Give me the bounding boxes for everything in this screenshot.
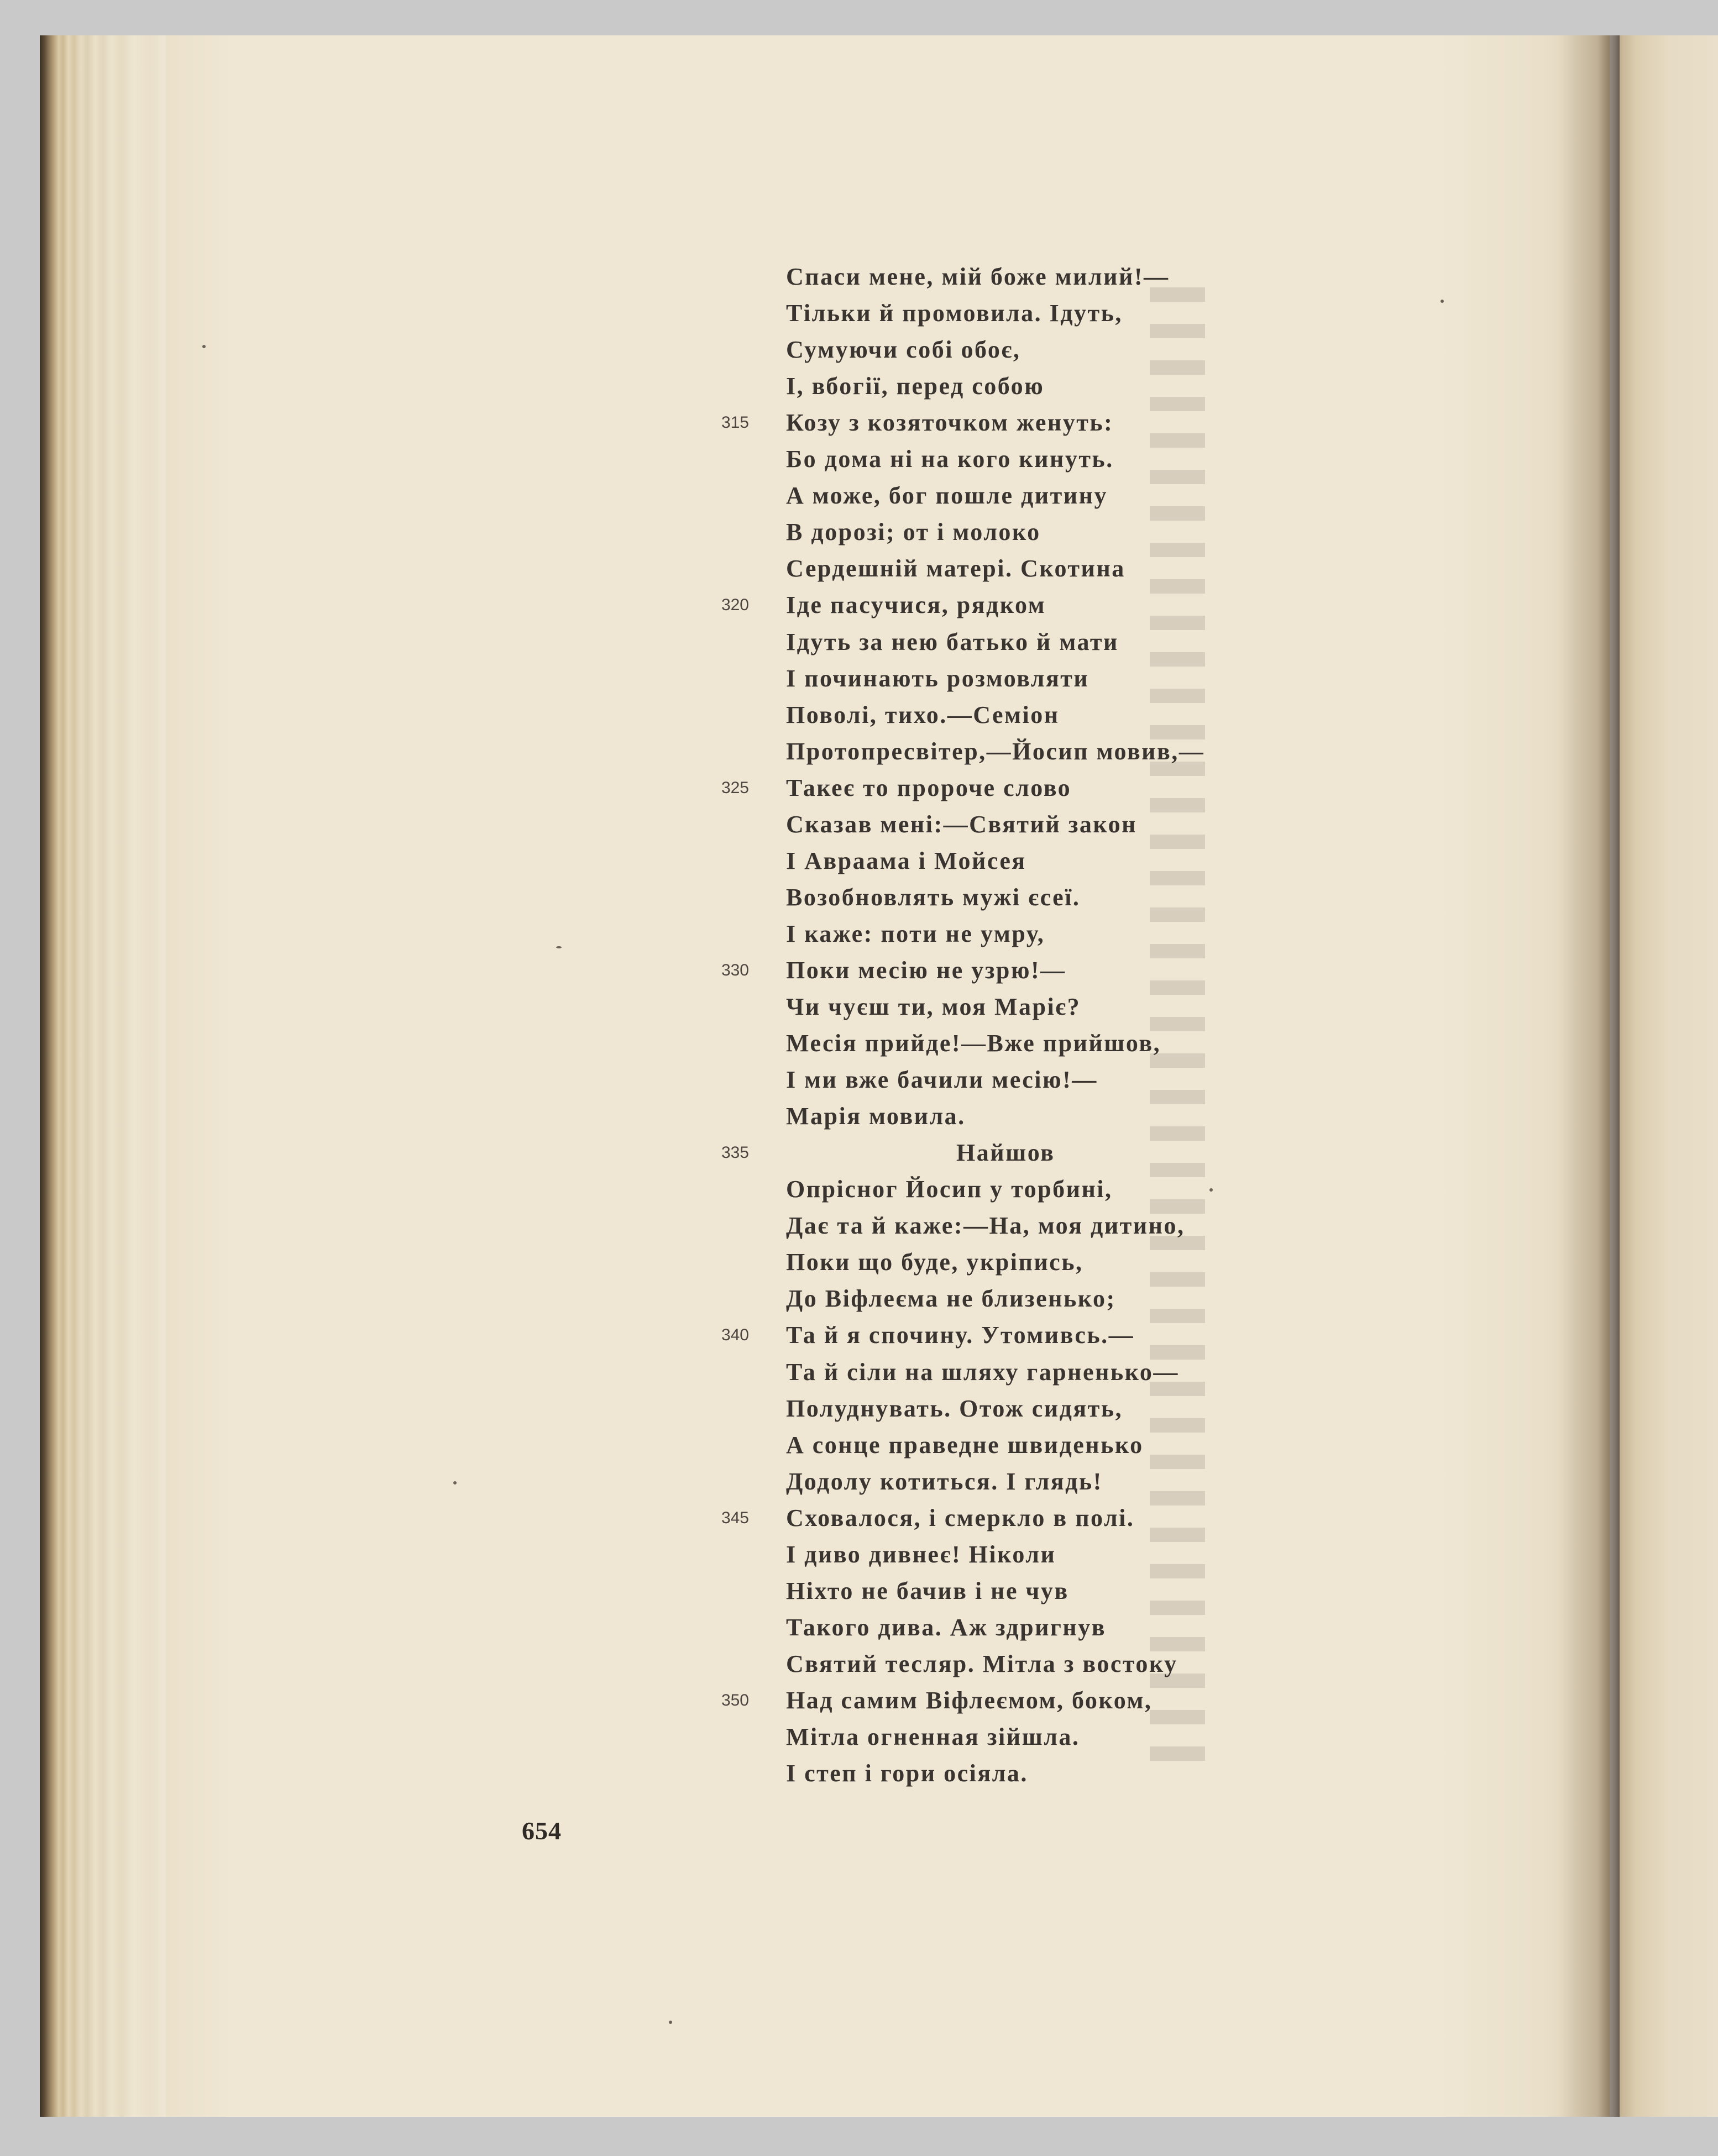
poem-line: Найшов (956, 1139, 1055, 1166)
poem-line: Святий тесляр. Мітла з востоку (786, 1650, 1178, 1677)
poem-line: Такеє то пророче слово (786, 774, 1072, 801)
poem-line: І ми вже бачили месію!— (786, 1066, 1098, 1093)
line-number: 335 (721, 1143, 749, 1162)
poem-line: До Віфлеєма не близенько; (786, 1285, 1116, 1312)
line-number: 340 (721, 1326, 749, 1344)
poem-line: Чи чуєш ти, моя Маріє? (786, 993, 1081, 1020)
line-number: 325 (721, 779, 749, 797)
poem-line: Над самим Віфлеємом, боком, (786, 1687, 1153, 1714)
poem-line: Спаси мене, мій боже милий!— (786, 263, 1170, 290)
poem-line: Тільки й промовила. Ідуть, (786, 300, 1123, 327)
poem-line: Сховалося, і смеркло в полі. (786, 1504, 1135, 1531)
poem-line: Іде пасучися, рядком (786, 591, 1046, 618)
poem-line: Возобновлять мужі єсеї. (786, 884, 1081, 911)
line-number: 330 (721, 961, 749, 979)
poem-line: І, вбогії, перед собою (786, 373, 1045, 400)
poem-line: І степ і гори осіяла. (786, 1760, 1028, 1787)
poem-line: Полуднувать. Отож сидять, (786, 1395, 1123, 1422)
poem-line: А може, бог пошле дитину (786, 482, 1108, 509)
line-number: 320 (721, 596, 749, 614)
poem-line: Дає та й каже:—На, моя дитино, (786, 1212, 1185, 1239)
poem-line: Козу з козяточком женуть: (786, 409, 1114, 436)
line-number: 350 (721, 1691, 749, 1709)
poem-line: Протопресвітер,—Йосип мовив,— (786, 738, 1205, 765)
poem-line: Та й я спочину. Утомивсь.— (786, 1321, 1135, 1349)
poem-line: Марія мовила. (786, 1103, 966, 1130)
poem-line: Сердешній матері. Скотина (786, 555, 1125, 582)
poem-line: Месія прийде!—Вже прийшов, (786, 1030, 1161, 1057)
poem-line: Додолу котиться. І глядь! (786, 1468, 1103, 1495)
poem-line: Поки що буде, укріпись, (786, 1249, 1083, 1276)
poem-line: Поволі, тихо.—Семіон (786, 701, 1060, 728)
line-number: 315 (721, 413, 749, 432)
poem-line: А сонце праведне швиденько (786, 1431, 1144, 1459)
page-number: 654 (522, 1817, 562, 1845)
poem-line: І диво дивнеє! Ніколи (786, 1541, 1056, 1568)
poem-line: Сказав мені:—Святий закон (786, 811, 1138, 838)
poem-line: Ідуть за нею батько й мати (786, 628, 1119, 655)
poem-line: Та й сіли на шляху гарненько— (786, 1358, 1179, 1386)
poem-line: Опрісног Йосип у торбині, (786, 1176, 1113, 1203)
line-number: 345 (721, 1509, 749, 1527)
poem-line: Ніхто не бачив і не чув (786, 1577, 1069, 1604)
poem-line: Сумуючи собі обоє, (786, 336, 1021, 363)
poem-line: Такого дива. Аж здригнув (786, 1614, 1107, 1641)
poem-line: І починають розмовляти (786, 665, 1090, 692)
poem-line: В дорозі; от і молоко (786, 518, 1041, 545)
poem-line: Поки месію не узрю!— (786, 957, 1066, 984)
poem-line: І Авраама і Мойсея (786, 847, 1026, 874)
poem-line: Бо дома ні на кого кинуть. (786, 445, 1114, 473)
poem-line: Мітла огненная зійшла. (786, 1723, 1080, 1750)
poem-line: І каже: поти не умру, (786, 920, 1045, 947)
